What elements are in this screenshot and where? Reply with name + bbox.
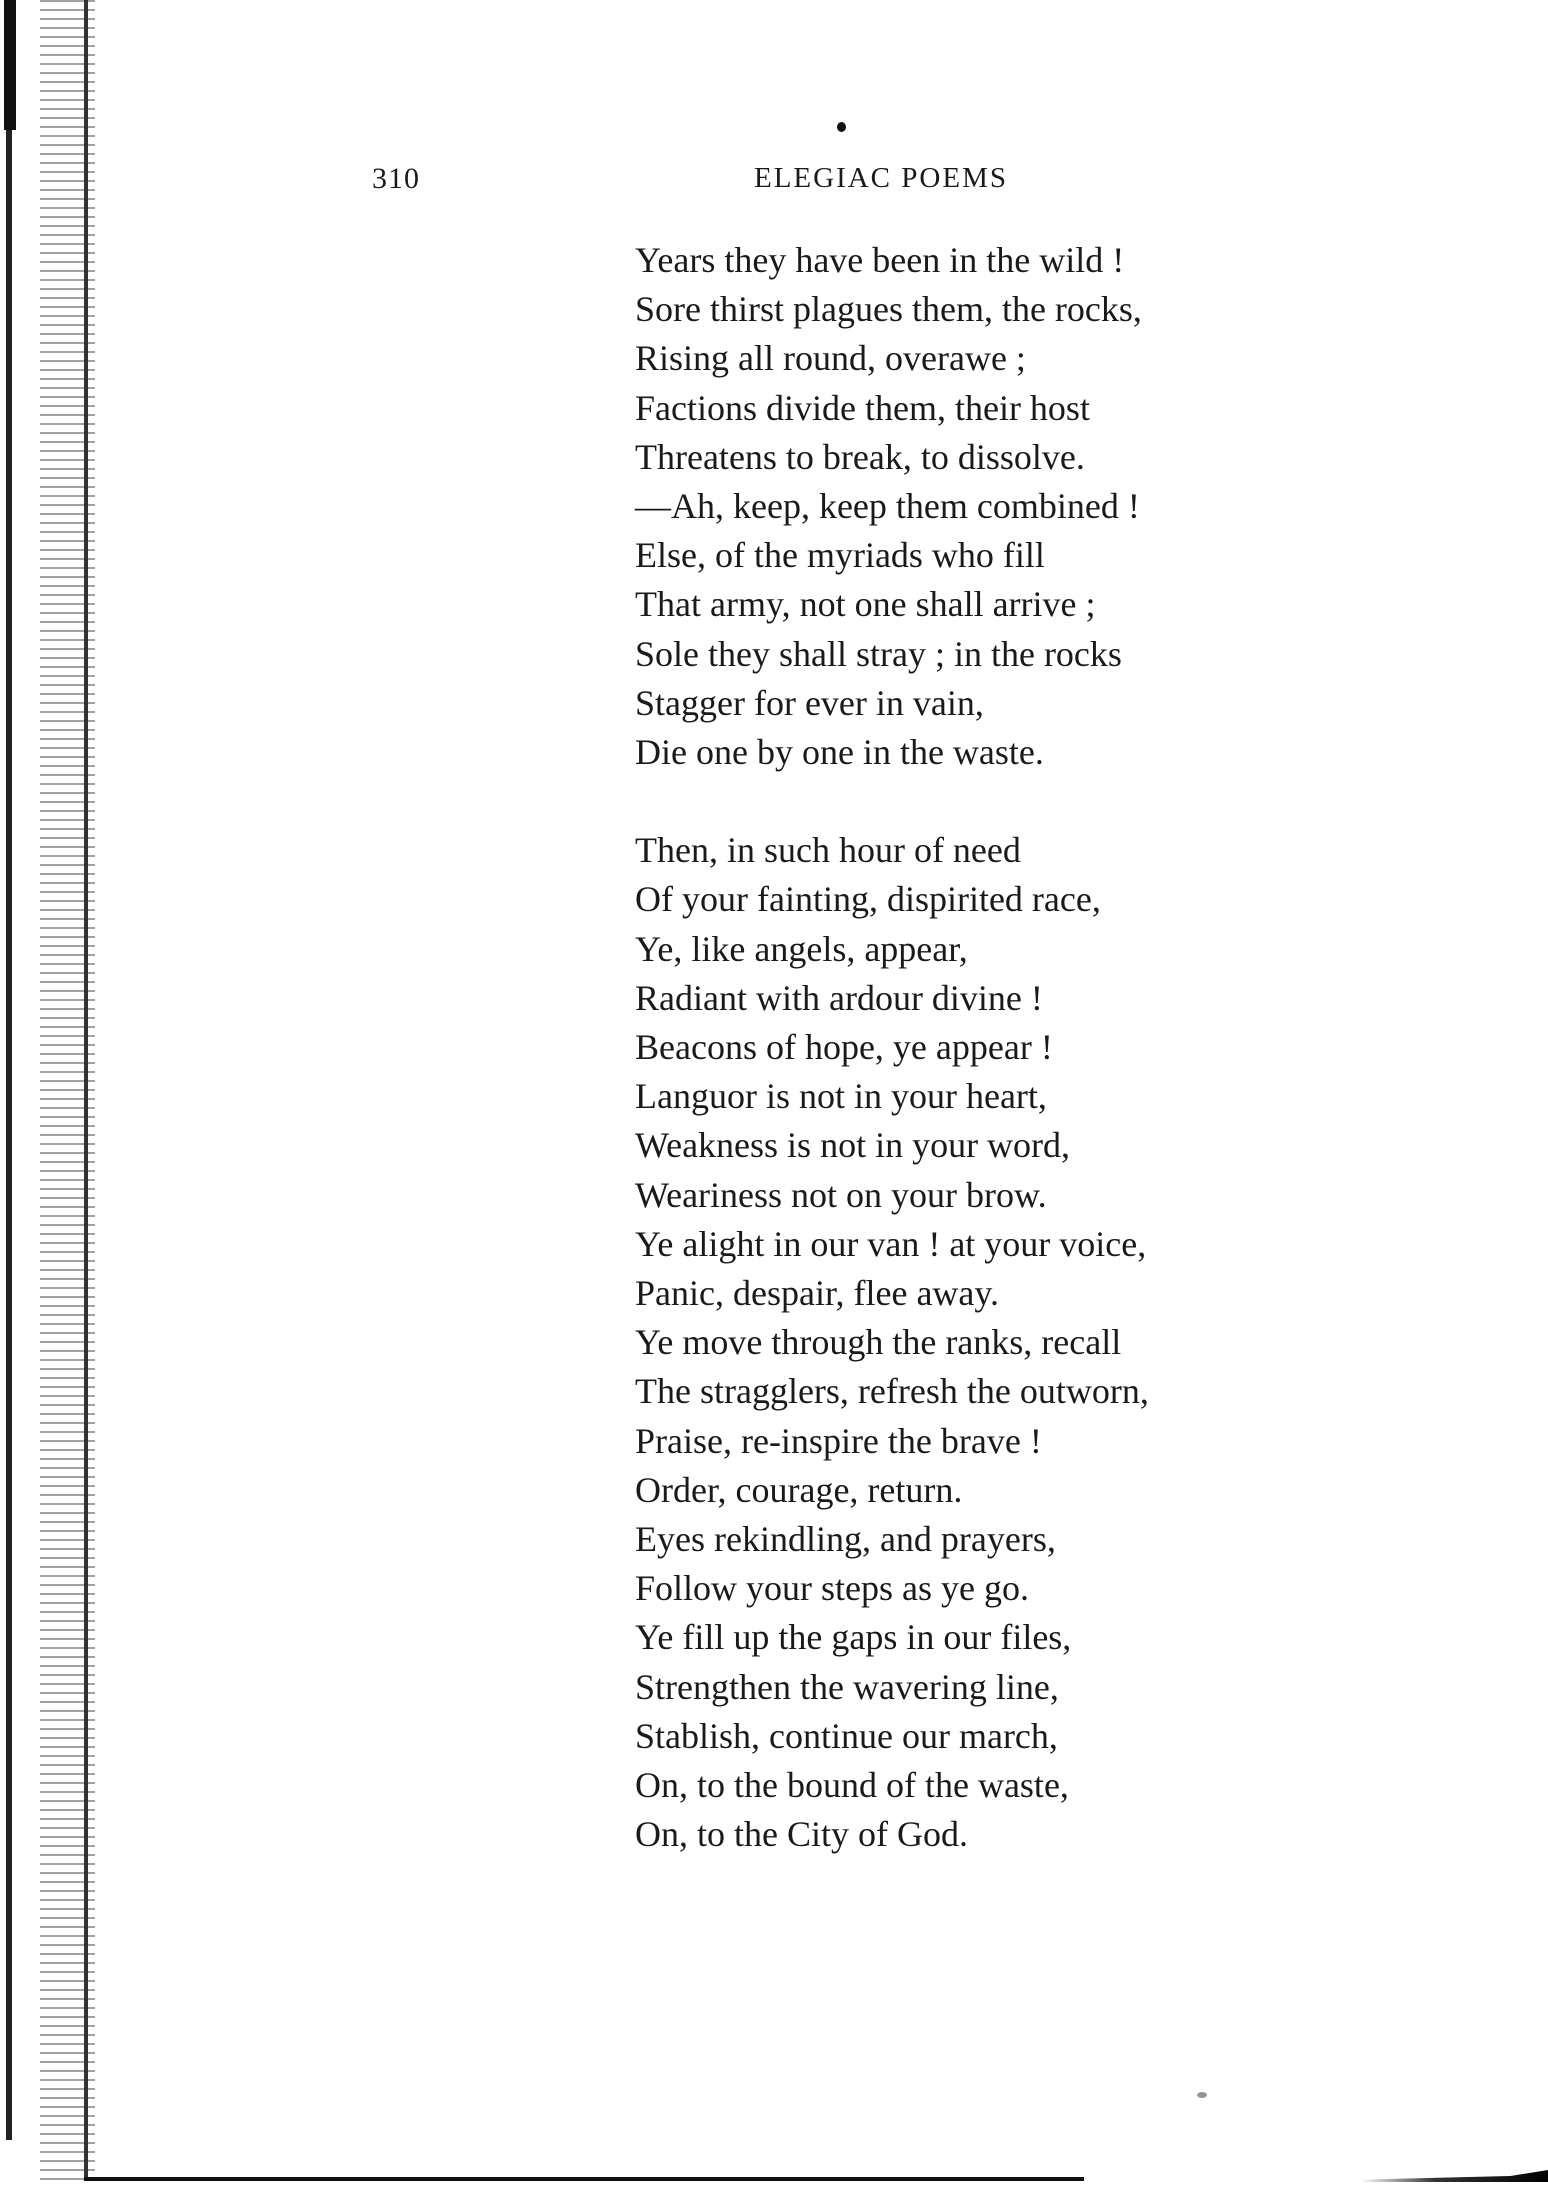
- poem-line: On, to the City of God.: [635, 1814, 968, 1855]
- poem-line: Rising all round, overawe ;: [635, 338, 1026, 379]
- running-head: ELEGIAC POEMS: [754, 162, 1008, 194]
- poem-line: Weariness not on your brow.: [635, 1174, 1047, 1215]
- poem-line: Of your fainting, dispirited race,: [635, 879, 1101, 920]
- poem-body: [635, 236, 1395, 1860]
- poem-line: Beacons of hope, ye appear !: [635, 1027, 1053, 1068]
- poem-line: —Ah, keep, keep them combined !: [635, 486, 1140, 527]
- page-number: 310: [372, 162, 420, 195]
- poem-line: On, to the bound of the waste,: [635, 1765, 1069, 1806]
- poem-line: Else, of the myriads who fill: [635, 535, 1045, 576]
- poem-line: Stablish, continue our march,: [635, 1715, 1058, 1756]
- poem-line: Radiant with ardour divine !: [635, 977, 1043, 1018]
- poem-line: Ye, like angels, appear,: [635, 928, 968, 969]
- poem-line: Eyes rekindling, and prayers,: [635, 1519, 1056, 1560]
- binding-gutter: [0, 0, 100, 2210]
- poem-line: Ye fill up the gaps in our files,: [635, 1617, 1072, 1658]
- poem-line: The stragglers, refresh the outworn,: [635, 1371, 1149, 1412]
- poem-line: Threatens to break, to dissolve.: [635, 436, 1085, 477]
- poem-line: Order, courage, return.: [635, 1469, 963, 1510]
- poem-line: That army, not one shall arrive ;: [635, 584, 1096, 625]
- poem-line: Follow your steps as ye go.: [635, 1568, 1029, 1609]
- poem-line: Ye move through the ranks, recall: [635, 1322, 1122, 1363]
- stanza-2: [635, 826, 1395, 1859]
- poem-line: Sore thirst plagues them, the rocks,: [635, 289, 1142, 330]
- page-corner-curl: [1360, 2170, 1548, 2182]
- binding-shadow-top: [4, 0, 16, 130]
- poem-line: Sole they shall stray ; in the rocks: [635, 633, 1122, 674]
- poem-line: Strengthen the wavering line,: [635, 1666, 1059, 1707]
- poem-line: Languor is not in your heart,: [635, 1076, 1047, 1117]
- binding-shadow: [6, 130, 12, 2140]
- page-bottom-edge: [84, 2177, 1084, 2181]
- ink-speck: [1197, 2092, 1207, 2098]
- ink-dot: [837, 122, 846, 132]
- poem-line: Weakness is not in your word,: [635, 1125, 1071, 1166]
- poem-line: Stagger for ever in vain,: [635, 682, 984, 723]
- poem-line: Then, in such hour of need: [635, 830, 1021, 871]
- poem-line: Die one by one in the waste.: [635, 732, 1044, 773]
- poem-line: Ye alight in our van ! at your voice,: [635, 1223, 1147, 1264]
- poem-line: Years they have been in the wild !: [635, 240, 1125, 280]
- poem-line: Panic, despair, flee away.: [635, 1273, 1000, 1314]
- poem-line: Praise, re-inspire the brave !: [635, 1420, 1042, 1461]
- stanza-1: [635, 236, 1395, 777]
- poem-line: Factions divide them, their host: [635, 387, 1090, 428]
- page-edge: [84, 0, 88, 2180]
